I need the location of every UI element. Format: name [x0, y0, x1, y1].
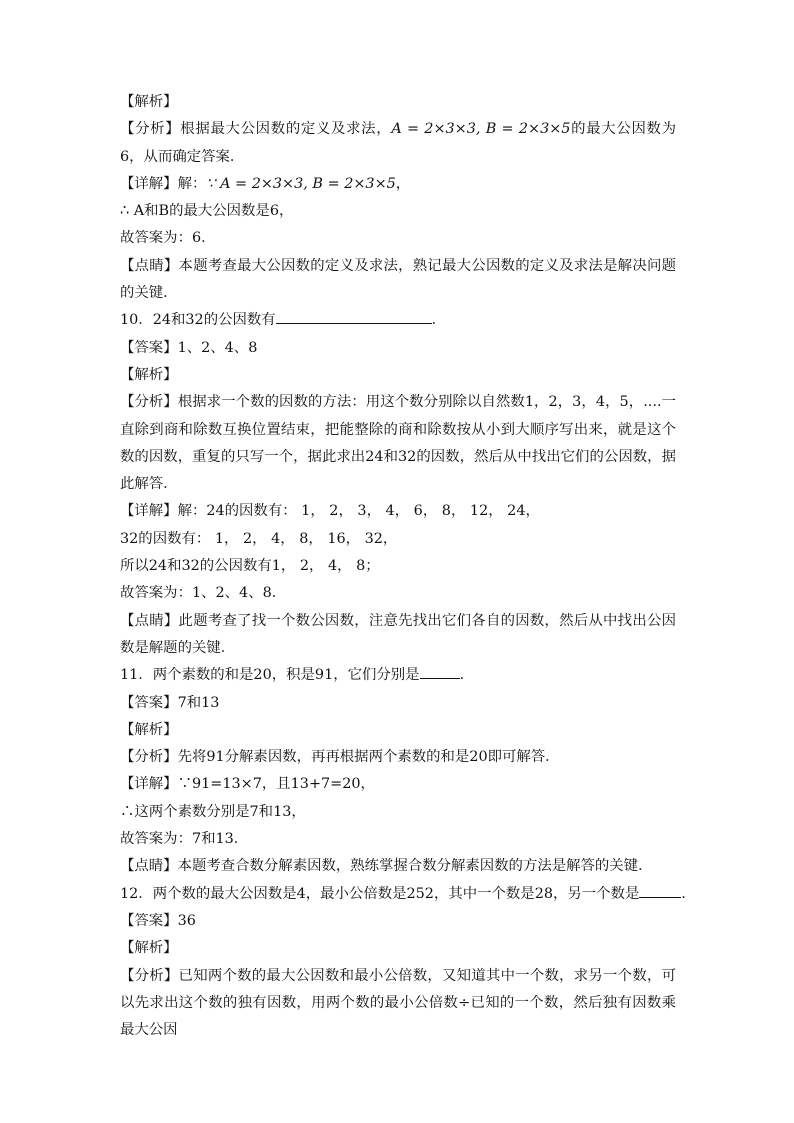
section-heading-analysis: 【解析】	[120, 721, 178, 738]
q10-solution-line-3: 所以24和32的公因数有1， 2， 4， 8；	[120, 558, 380, 575]
q11-solution-line-1: 【详解】∵91=13×7，且13+7=20，	[120, 776, 375, 793]
q12-question-text: 12．两个数的最大公因数是4，最小公倍数是252，其中一个数是28，另一个数是	[120, 885, 640, 902]
q12-question-end: ．	[681, 885, 696, 902]
q11-question-end: ．	[459, 667, 474, 684]
q9-therefore-line: ∴ A和B的最大公因数是6，	[120, 203, 294, 220]
q12-analysis-paragraph: 【分析】已知两个数的最大公因数和最小公倍数，又知道其中一个数，求另一个数，可以先求出这个数的独有因数，用两个数的最小公倍数÷已知的一个数，然后独有因数乘最大公因	[120, 967, 676, 1039]
q11-comment: 【点睛】本题考查合数分解素因数，熟练掌握合数分解素因数的方法是解答的关键．	[120, 858, 653, 875]
q9-analysis-text-end: 的最大公因数为6，从	[120, 121, 676, 165]
q11-final-answer: 故答案为：7和13．	[120, 831, 249, 848]
q11-answer: 【答案】7和13	[120, 694, 220, 711]
q10-analysis-paragraph: 【分析】根据求一个数的因数的方法：用这个数分别除以自然数1，2，3，4，5，....一直除到商和除数互换位置结束，把能整除的商和除数按从小到大顺序写出来，就是这个数的因数，重复的只写一个，据此求出24和32的因数，然后从中找出它们的公因数，据此解答．	[120, 394, 676, 493]
q9-solution-math: ∵ A = 2×3×3, B = 2×3×5	[206, 175, 396, 192]
q10-solution-line-1: 【详解】解：24的因数有： 1， 2， 3， 4， 6， 8， 12， 24，	[120, 503, 540, 520]
q10-question-end: ．	[431, 312, 447, 329]
q9-analysis-paragraph	[120, 116, 676, 171]
section-heading-analysis: 【解析】	[120, 940, 178, 957]
q10-question-text: 10．24和32的公因数有	[120, 312, 276, 329]
q9-math-expression: A = 2×3×3, B = 2×3×5	[391, 121, 571, 138]
answer-blank[interactable]	[420, 664, 460, 679]
q10-answer: 【答案】1、2、4、8	[120, 339, 258, 356]
q9-answer-line: 故答案为：6．	[120, 230, 216, 247]
q11-solution-line-2: ∴这两个素数分别是7和13，	[120, 803, 306, 820]
q12-answer: 【答案】36	[120, 912, 196, 929]
q9-analysis-text: 【分析】根据最大公因数的定义及求法，	[120, 121, 392, 138]
q10-solution-line-2: 32的因数有： 1， 2， 4， 8， 16， 32，	[120, 530, 398, 547]
q10-question	[120, 307, 676, 334]
q10-comment-paragraph: 【点睛】此题考查了找一个数公因数，注意先找出它们各自的因数，然后从中找出公因数是解题的关键．	[120, 612, 676, 656]
q10-final-answer: 故答案为：1、2、4、8．	[120, 585, 287, 602]
section-heading-analysis: 【解析】	[120, 366, 178, 383]
answer-blank[interactable]	[276, 309, 432, 324]
q11-question	[120, 662, 676, 689]
q9-solution-comma: ，	[395, 175, 411, 192]
q9-solution-line	[120, 171, 676, 198]
q9-solution-label: 【详解】解：	[120, 175, 207, 192]
q9-comment-paragraph: 【点睛】本题考查最大公因数的定义及求法，熟记最大公因数的定义及求法是解决问题的关键．	[120, 257, 676, 302]
q9-analysis-text-cont: 而确定答案．	[157, 148, 245, 165]
q12-question	[120, 881, 696, 908]
q11-question-text: 11．两个素数的和是20，积是91，它们分别是	[120, 667, 420, 684]
section-heading-analysis: 【解析】	[120, 94, 178, 110]
q11-analysis: 【分析】先将91分解素因数，再再根据两个素数的和是20即可解答．	[120, 749, 560, 766]
answer-blank[interactable]	[639, 883, 681, 898]
document-content	[120, 89, 696, 1044]
